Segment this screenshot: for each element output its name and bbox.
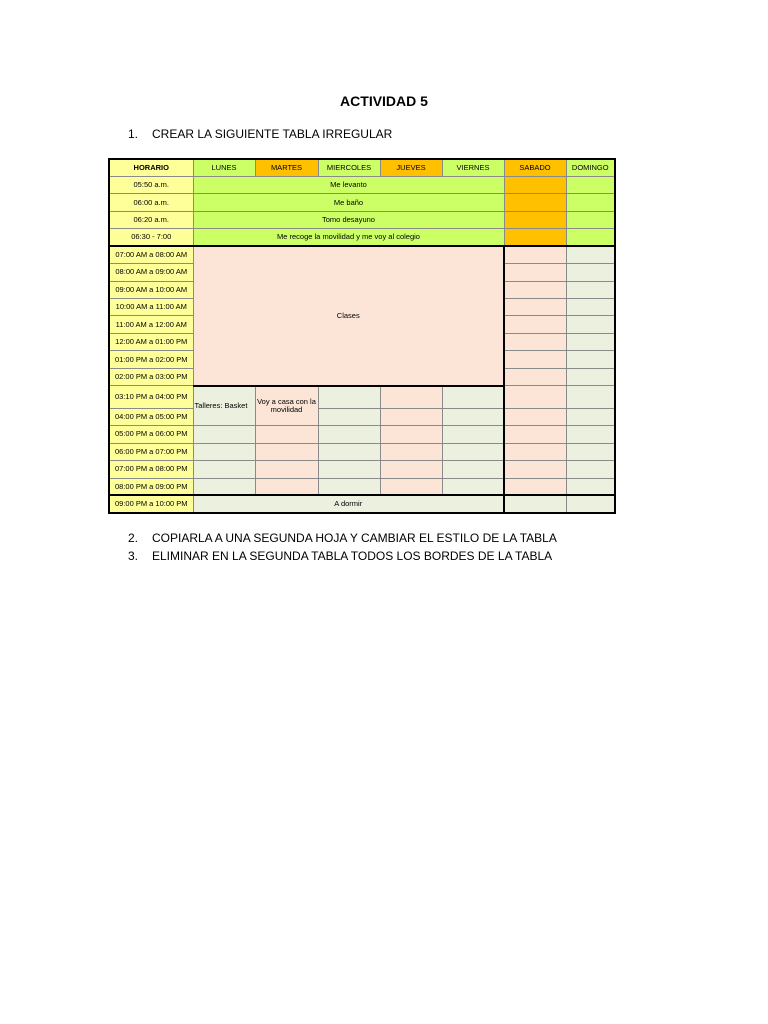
cell <box>193 443 255 460</box>
saturday-cell <box>504 443 566 460</box>
activity-me-levanto: Me levanto <box>193 176 504 193</box>
page-title: ACTIVIDAD 5 <box>340 93 428 109</box>
cell <box>255 426 318 443</box>
cell <box>318 443 380 460</box>
sunday-cell <box>566 194 615 211</box>
cell <box>318 408 380 425</box>
cell <box>380 426 442 443</box>
saturday-cell <box>504 194 566 211</box>
activity-me-bano: Me baño <box>193 194 504 211</box>
cell <box>442 478 504 495</box>
time-cell: 04:00 PM a 05:00 PM <box>109 408 193 425</box>
saturday-cell <box>504 426 566 443</box>
header-horario: HORARIO <box>109 159 193 176</box>
sunday-cell <box>566 478 615 495</box>
time-cell: 01:00 PM a 02:00 PM <box>109 351 193 368</box>
cell <box>442 461 504 478</box>
header-viernes: VIERNES <box>442 159 504 176</box>
header-domingo: DOMINGO <box>566 159 615 176</box>
saturday-cell <box>504 281 566 298</box>
cell <box>380 408 442 425</box>
saturday-cell <box>504 333 566 350</box>
activity-tomo-desayuno: Tomo desayuno <box>193 211 504 228</box>
time-cell: 12:00 AM a 01:00 PM <box>109 333 193 350</box>
cell <box>318 478 380 495</box>
saturday-cell <box>504 176 566 193</box>
cell <box>318 386 380 409</box>
sunday-cell <box>566 368 615 385</box>
activity-talleres-basket: Talleres: Basket <box>193 386 255 426</box>
time-cell: 06:00 a.m. <box>109 194 193 211</box>
cell <box>442 443 504 460</box>
time-cell: 09:00 AM a 10:00 AM <box>109 281 193 298</box>
cell <box>318 461 380 478</box>
sunday-cell <box>566 333 615 350</box>
header-lunes: LUNES <box>193 159 255 176</box>
instruction-1 <box>128 127 392 141</box>
activity-clases: Clases <box>193 246 504 386</box>
time-cell: 02:00 PM a 03:00 PM <box>109 368 193 385</box>
saturday-cell <box>504 495 566 513</box>
cell <box>380 443 442 460</box>
cell <box>193 461 255 478</box>
time-cell: 03:10 PM a 04:00 PM <box>109 386 193 409</box>
sunday-cell <box>566 264 615 281</box>
activity-a-dormir: A dormir <box>193 495 504 513</box>
cell <box>255 443 318 460</box>
sunday-cell <box>566 426 615 443</box>
time-cell: 06:30 - 7:00 <box>109 229 193 246</box>
time-cell: 08:00 AM a 09:00 AM <box>109 264 193 281</box>
sunday-cell <box>566 229 615 246</box>
cell <box>255 461 318 478</box>
schedule-table <box>108 158 616 514</box>
time-cell: 05:50 a.m. <box>109 176 193 193</box>
time-cell: 08:00 PM a 09:00 PM <box>109 478 193 495</box>
instruction-2 <box>128 531 557 545</box>
sunday-cell <box>566 316 615 333</box>
cell <box>193 478 255 495</box>
sunday-cell <box>566 176 615 193</box>
header-martes: MARTES <box>255 159 318 176</box>
instruction-3 <box>128 549 552 563</box>
time-cell: 07:00 PM a 08:00 PM <box>109 461 193 478</box>
sunday-cell <box>566 299 615 316</box>
sunday-cell <box>566 351 615 368</box>
instruction-text: CREAR LA SIGUIENTE TABLA IRREGULAR <box>152 127 393 141</box>
saturday-cell <box>504 461 566 478</box>
sunday-cell <box>566 461 615 478</box>
cell <box>380 461 442 478</box>
saturday-cell <box>504 478 566 495</box>
cell <box>442 386 504 409</box>
saturday-cell <box>504 368 566 385</box>
sunday-cell <box>566 281 615 298</box>
cell <box>193 426 255 443</box>
instruction-text: ELIMINAR EN LA SEGUNDA TABLA TODOS LOS BORDES DE LA TABLA <box>152 549 553 563</box>
saturday-cell <box>504 351 566 368</box>
time-cell: 09:00 PM a 10:00 PM <box>109 495 193 513</box>
cell <box>318 426 380 443</box>
sunday-cell <box>566 386 615 409</box>
saturday-cell <box>504 264 566 281</box>
saturday-cell <box>504 211 566 228</box>
saturday-cell <box>504 299 566 316</box>
sunday-cell <box>566 443 615 460</box>
saturday-cell <box>504 229 566 246</box>
sunday-cell <box>566 408 615 425</box>
time-cell: 11:00 AM a 12:00 AM <box>109 316 193 333</box>
instruction-number: 3. <box>128 549 139 563</box>
cell <box>442 426 504 443</box>
time-cell: 06:20 a.m. <box>109 211 193 228</box>
sunday-cell <box>566 246 615 263</box>
instruction-text: COPIARLA A UNA SEGUNDA HOJA Y CAMBIAR EL ESTILO DE LA TABLA <box>152 531 557 545</box>
cell <box>442 408 504 425</box>
header-sabado: SABADO <box>504 159 566 176</box>
cell <box>255 478 318 495</box>
saturday-cell <box>504 316 566 333</box>
time-cell: 05:00 PM a 06:00 PM <box>109 426 193 443</box>
saturday-cell <box>504 386 566 409</box>
time-cell: 07:00 AM a 08:00 AM <box>109 246 193 263</box>
cell <box>380 386 442 409</box>
saturday-cell <box>504 408 566 425</box>
time-cell: 06:00 PM a 07:00 PM <box>109 443 193 460</box>
header-miercoles: MIERCOLES <box>318 159 380 176</box>
activity-movilidad-colegio: Me recoge la movilidad y me voy al colegio <box>193 229 504 246</box>
cell <box>380 478 442 495</box>
header-jueves: JUEVES <box>380 159 442 176</box>
instruction-number: 1. <box>128 127 139 141</box>
instruction-number: 2. <box>128 531 139 545</box>
sunday-cell <box>566 495 615 513</box>
sunday-cell <box>566 211 615 228</box>
time-cell: 10:00 AM a 11:00 AM <box>109 299 193 316</box>
saturday-cell <box>504 246 566 263</box>
activity-voy-a-casa: Voy a casa con la movilidad <box>255 386 318 426</box>
